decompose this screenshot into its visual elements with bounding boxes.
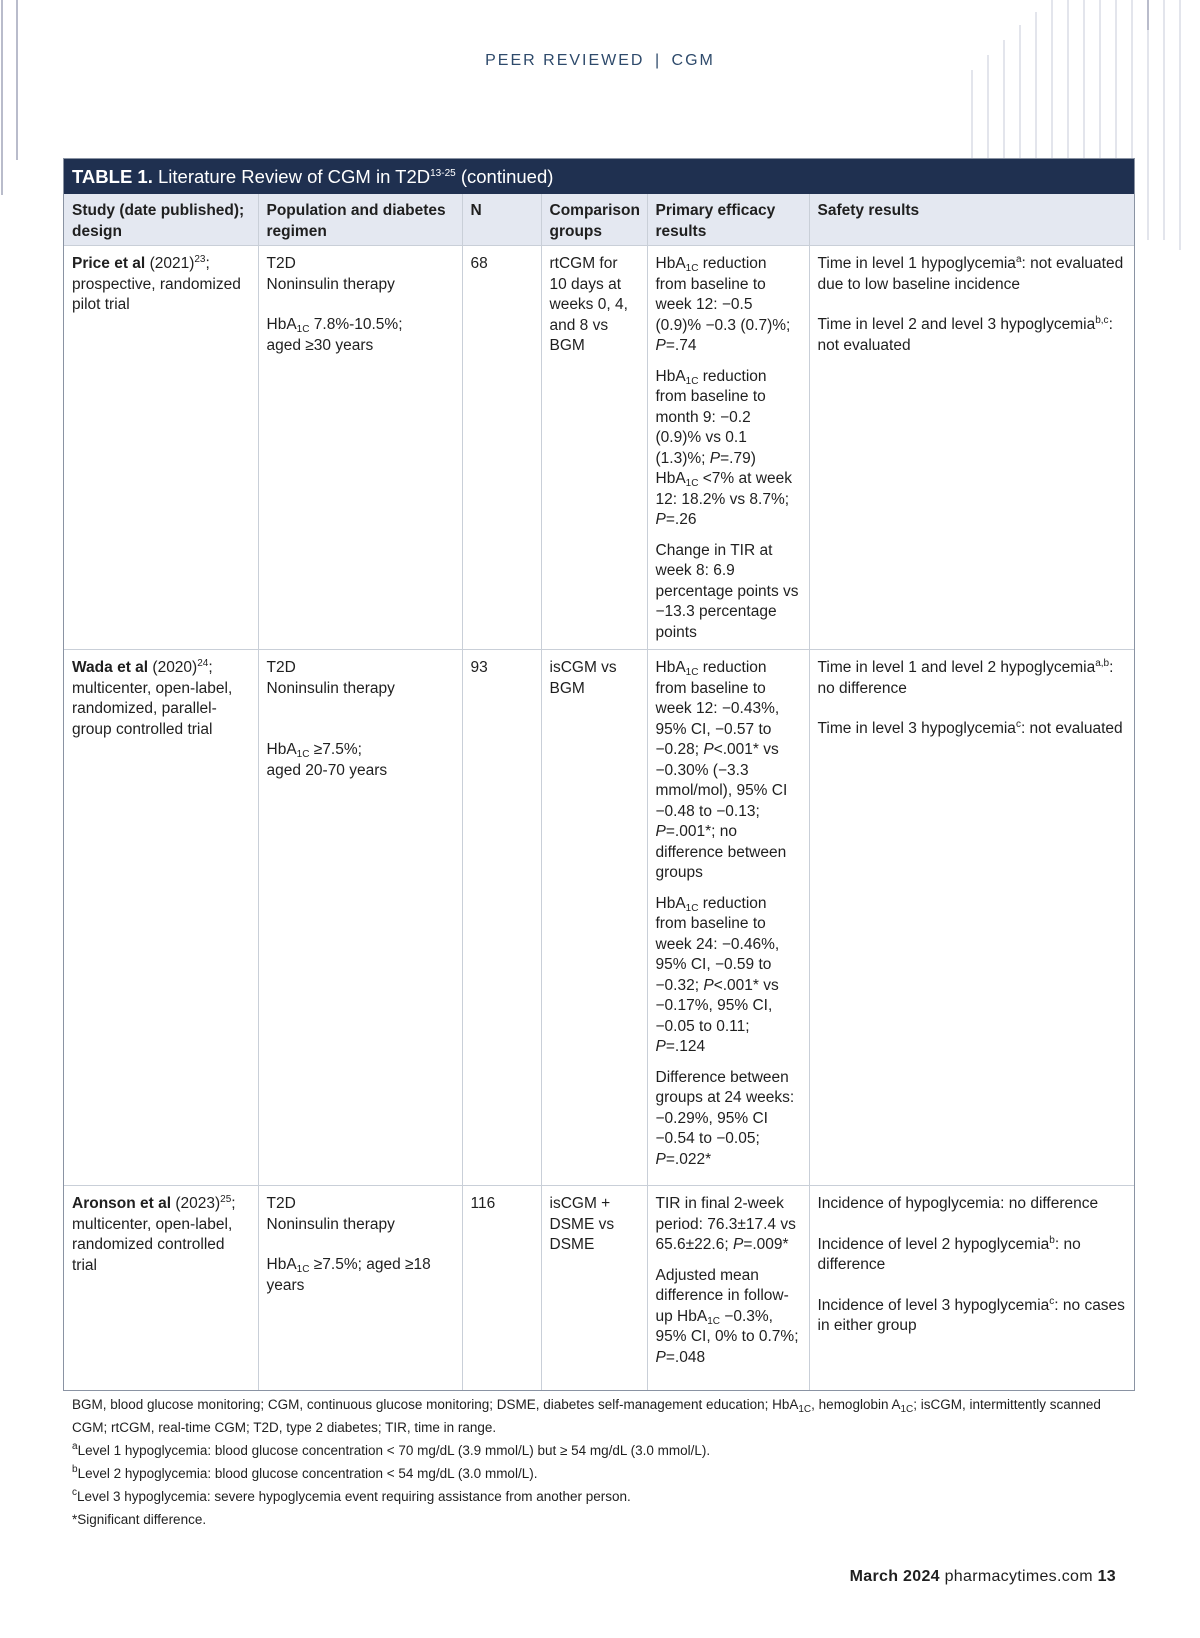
table-title	[64, 159, 1134, 194]
footnote-abbreviations: BGM, blood glucose monitoring; CGM, continuous glucose monitoring; DSME, diabetes self-management education; HbA$_{1C}$, hemoglobin $A_{1C}$; isCGM, intermittently scanned CGM; rtCGM, real-time CGM; T2D, type 2 diabetes; TIR, time in range.	[72, 1397, 1101, 1435]
table-header-row	[64, 194, 1134, 246]
population-cell	[258, 1186, 462, 1390]
population-criteria: HbA$_{1C}$ 7.8%-10.5%;	[266, 316, 403, 335]
population-cell	[258, 650, 462, 1186]
comparison-cell: rtCGM for 10 days at weeks 0, 4, and 8 vs BGM	[541, 246, 647, 650]
efficacy-result: HbA$_{1C}$ reduction from baseline to week 12: −0.43%, 95% CI, −0.57 to −0.28; P<.001* vs −0.30% (−3.3 mmol/mol), 95% CI −0.48 to −0.13; P=.001*; no difference between groups	[655, 659, 788, 881]
population-type: T2D	[266, 255, 296, 272]
table-title-text: Literature Review of CGM in T2D	[158, 166, 431, 187]
efficacy-result: Change in TIR at week 8: 6.9 percentage points vs −13.3 percentage points	[655, 541, 799, 641]
footnote-significance: *Significant difference.	[72, 1512, 207, 1527]
study-year: (2020)	[152, 659, 198, 676]
table-row	[64, 650, 1134, 1186]
table-title-suffix: (continued)	[460, 166, 554, 187]
study-design: ; prospective, randomized pilot trial	[72, 255, 241, 313]
efficacy-cell	[647, 1186, 809, 1390]
comparison-cell: isCGM + DSME vs DSME	[541, 1186, 647, 1390]
population-type: T2D	[266, 659, 296, 676]
footnote-a: $^a$Level 1 hypoglycemia: blood glucose concentration < 70 mg/dL (3.9 mmol/L) but ≥ 54 mg/dL (3.0 mmol/L).	[72, 1441, 711, 1458]
study-ref: 24	[197, 658, 209, 669]
safety-cell	[809, 246, 1134, 650]
study-design: ; multicenter, open-label, randomized, parallel-group controlled trial	[72, 659, 233, 738]
issue-date: March 2024	[849, 1568, 940, 1585]
population-age: aged ≥30 years	[266, 336, 374, 354]
table-label: TABLE 1.	[72, 166, 153, 187]
comparison-cell: isCGM vs BGM	[541, 650, 647, 1186]
study-cell	[64, 1186, 258, 1390]
col-header-population: Population and diabetes regimen	[258, 194, 462, 246]
safety-result: Time in level 2 and level 3 hypoglycemia$^{b,c}$: not evaluated	[817, 315, 1113, 354]
header-separator: |	[654, 52, 662, 69]
safety-result: Incidence of hypoglycemia: no difference	[817, 1195, 1099, 1212]
study-author: Aronson et al	[72, 1195, 172, 1212]
efficacy-result: HbA$_{1C}$ reduction from baseline to month 9: −0.2 (0.9)% vs 0.1 (1.3)%; P=.79)	[655, 367, 767, 467]
n-cell: 93	[462, 650, 541, 1186]
safety-result: Time in level 1 and level 2 hypoglycemia$^{a,b}$: no difference	[817, 658, 1114, 697]
population-cell	[258, 246, 462, 650]
efficacy-cell	[647, 650, 809, 1186]
study-cell	[64, 246, 258, 650]
col-header-study: Study (date published); design	[64, 194, 258, 246]
table-title-refs: 13-25	[430, 168, 456, 179]
col-header-n: N	[462, 194, 541, 246]
study-design: ; multicenter, open-label, randomized controlled trial	[72, 1195, 236, 1274]
population-regimen: Noninsulin therapy	[266, 679, 395, 697]
col-header-efficacy: Primary efficacy results	[647, 194, 809, 246]
n-cell: 116	[462, 1186, 541, 1390]
efficacy-result: HbA$_{1C}$ reduction from baseline to week 12: −0.5 (0.9)% −0.3 (0.7)%; P=.74	[655, 255, 791, 354]
safety-result: Incidence of level 3 hypoglycemia$^c$: no cases in either group	[817, 1295, 1125, 1334]
footnote-c: $^c$Level 3 hypoglycemia: severe hypoglycemia event requiring assistance from another person.	[72, 1487, 631, 1504]
study-year: (2021)	[149, 255, 195, 272]
safety-result: Time in level 1 hypoglycemia$^a$: not evaluated due to low baseline incidence	[817, 254, 1124, 293]
population-criteria: HbA$_{1C}$ ≥7.5%; aged ≥18 years	[266, 1256, 431, 1294]
safety-result: Incidence of level 2 hypoglycemia$^b$: no difference	[817, 1234, 1081, 1273]
efficacy-result: TIR in final 2-week period: 76.3±17.4 vs 65.6±22.6; P=.009*	[655, 1195, 796, 1253]
table-body	[64, 194, 1134, 1390]
study-ref: 23	[194, 254, 206, 265]
population-age: aged 20-70 years	[266, 761, 388, 779]
population-type: T2D	[266, 1195, 296, 1212]
efficacy-result: Adjusted mean difference in follow-up HbA$_{1C}$ −0.3%, 95% CI, 0% to 0.7%; P=.048	[655, 1266, 799, 1366]
topic-label: CGM	[671, 52, 715, 69]
study-author: Wada et al	[72, 659, 149, 676]
col-header-comparison: Comparison groups	[541, 194, 647, 246]
efficacy-cell	[647, 246, 809, 650]
population-criteria: HbA$_{1C}$ ≥7.5%;	[266, 741, 362, 760]
footnote-b: $^b$Level 2 hypoglycemia: blood glucose concentration < 54 mg/dL (3.0 mmol/L).	[72, 1464, 538, 1481]
efficacy-result: Difference between groups at 24 weeks: −0.29%, 95% CI −0.54 to −0.05; P=.022*	[655, 1068, 795, 1168]
table-row	[64, 246, 1134, 650]
population-regimen: Noninsulin therapy	[266, 275, 395, 293]
col-header-safety: Safety results	[809, 194, 1134, 246]
section-label: PEER REVIEWED	[485, 52, 645, 69]
efficacy-result: HbA$_{1C}$ <7% at week 12: 18.2% vs 8.7%; P=.26	[655, 470, 792, 528]
study-ref: 25	[220, 1194, 232, 1205]
safety-cell	[809, 650, 1134, 1186]
population-regimen: Noninsulin therapy	[266, 1215, 395, 1233]
study-cell	[64, 650, 258, 1186]
safety-cell	[809, 1186, 1134, 1390]
table-row	[64, 1186, 1134, 1390]
table-footnotes	[72, 1393, 1132, 1531]
page-number: 13	[1097, 1568, 1116, 1585]
n-cell: 68	[462, 246, 541, 650]
study-year: (2023)	[175, 1195, 221, 1212]
literature-table	[63, 158, 1135, 1391]
page-footer	[850, 1568, 1116, 1586]
site-name: pharmacytimes.com	[944, 1568, 1093, 1585]
study-author: Price et al	[72, 255, 146, 272]
safety-result: Time in level 3 hypoglycemia$^c$: not evaluated	[817, 719, 1123, 737]
running-header	[0, 52, 1200, 70]
efficacy-result: HbA$_{1C}$ reduction from baseline to week 24: −0.46%, 95% CI, −0.59 to −0.32; P<.001* vs −0.17%, 95% CI, −0.05 to 0.11; P=.124	[655, 894, 780, 1055]
